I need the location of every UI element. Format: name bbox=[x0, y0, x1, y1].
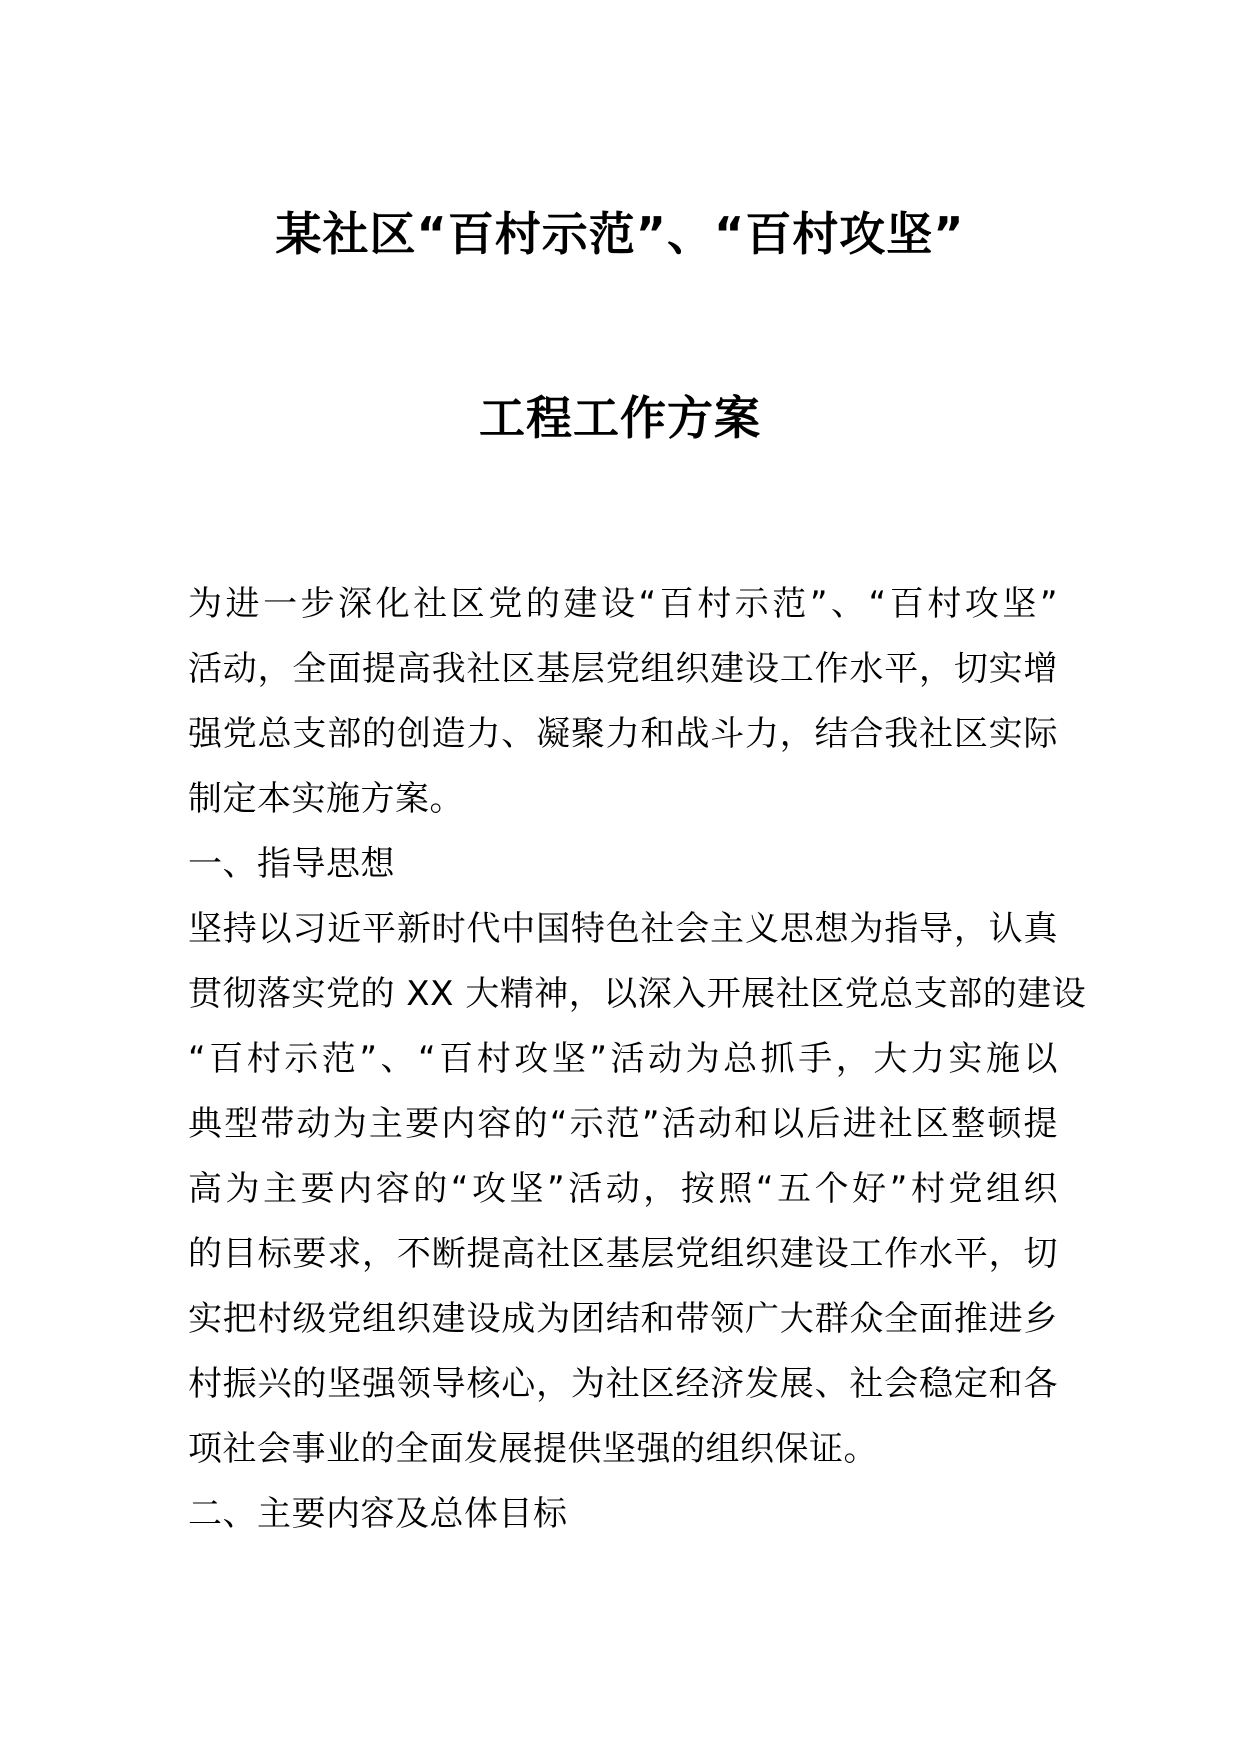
section-heading-1: 一、指导思想 bbox=[188, 844, 395, 884]
body-line: 村振兴的坚强领导核心，为社区经济发展、社会稳定和各 bbox=[188, 1364, 1058, 1404]
document-title-line-1: 某社区“百村示范”、“百村攻坚” bbox=[275, 207, 965, 261]
body-line: 强党总支部的创造力、凝聚力和战斗力，结合我社区实际 bbox=[188, 714, 1058, 754]
body-line: “百村示范”、“百村攻坚”活动为总抓手，大力实施以 bbox=[188, 1039, 1058, 1079]
body-line: 的目标要求，不断提高社区基层党组织建设工作水平，切 bbox=[188, 1234, 1058, 1274]
section-heading-2: 二、主要内容及总体目标 bbox=[188, 1494, 568, 1534]
body-line: 为进一步深化社区党的建设“百村示范”、“百村攻坚” bbox=[188, 584, 1058, 624]
body-line: 项社会事业的全面发展提供坚强的组织保证。 bbox=[188, 1429, 878, 1469]
document-title-line-2: 工程工作方案 bbox=[479, 391, 761, 445]
body-line: 典型带动为主要内容的“示范”活动和以后进社区整顿提 bbox=[188, 1104, 1058, 1144]
body-line: 坚持以习近平新时代中国特色社会主义思想为指导，认真 bbox=[188, 909, 1058, 949]
body-line: 活动，全面提高我社区基层党组织建设工作水平，切实增 bbox=[188, 649, 1058, 689]
document-body bbox=[188, 572, 1087, 1547]
body-line: 实把村级党组织建设成为团结和带领广大群众全面推进乡 bbox=[188, 1299, 1058, 1339]
body-line: 贯彻落实党的 XX 大精神，以深入开展社区党总支部的建设 bbox=[188, 974, 1087, 1014]
body-line: 高为主要内容的“攻坚”活动，按照“五个好”村党组织 bbox=[188, 1169, 1058, 1209]
body-line: 制定本实施方案。 bbox=[188, 779, 464, 819]
